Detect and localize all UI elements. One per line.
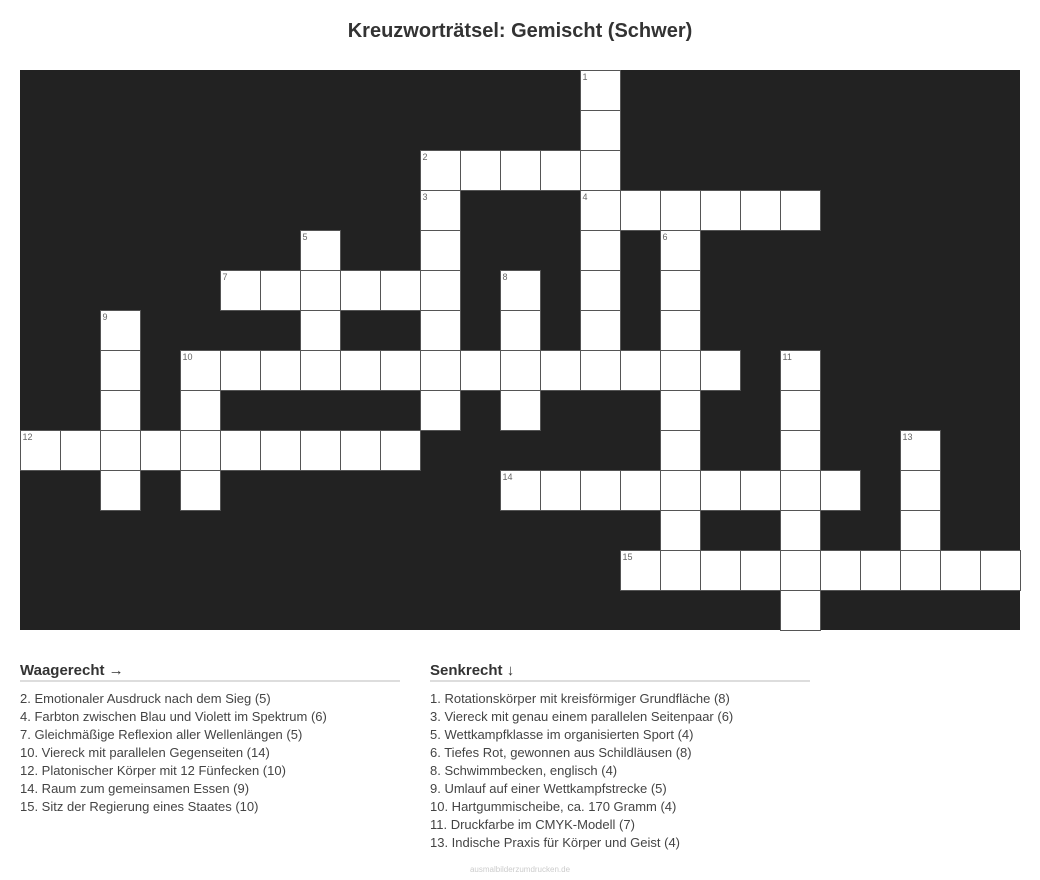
grid-cell[interactable]	[780, 190, 821, 231]
grid-cell[interactable]	[460, 150, 501, 191]
grid-cell[interactable]	[580, 190, 621, 231]
across-heading	[20, 662, 400, 682]
across-clue: 15. Sitz der Regierung eines Staates (10)	[20, 799, 259, 814]
grid-cell[interactable]	[980, 550, 1021, 591]
grid-cell[interactable]	[540, 350, 581, 391]
clue-number: 3	[422, 191, 428, 202]
clue-number: 6	[662, 231, 668, 242]
grid-cell[interactable]	[20, 430, 61, 471]
grid-cell[interactable]	[220, 430, 261, 471]
grid-cell[interactable]	[700, 350, 741, 391]
grid-cell[interactable]	[180, 350, 221, 391]
grid-cell[interactable]	[60, 430, 101, 471]
grid-cell[interactable]	[580, 150, 621, 191]
grid-cell[interactable]	[420, 270, 461, 311]
grid-cell[interactable]	[340, 430, 381, 471]
grid-cell[interactable]	[580, 470, 621, 511]
grid-cell[interactable]	[420, 190, 461, 231]
grid-cell[interactable]	[780, 550, 821, 591]
grid-cell[interactable]	[180, 430, 221, 471]
grid-cell[interactable]	[100, 350, 141, 391]
grid-cell[interactable]	[660, 430, 701, 471]
grid-cell[interactable]	[460, 350, 501, 391]
grid-cell[interactable]	[780, 430, 821, 471]
clue-number: 7	[222, 271, 228, 282]
grid-cell[interactable]	[580, 350, 621, 391]
grid-cell[interactable]	[420, 350, 461, 391]
grid-cell[interactable]	[500, 390, 541, 431]
grid-cell[interactable]	[420, 310, 461, 351]
grid-cell[interactable]	[740, 470, 781, 511]
down-clue: 6. Tiefes Rot, gewonnen aus Schildläusen (8)	[430, 745, 692, 760]
down-clue: 3. Viereck mit genau einem parallelen Seitenpaar (6)	[430, 709, 734, 724]
grid-cell[interactable]	[500, 470, 541, 511]
down-heading	[430, 662, 810, 682]
clue-number: 11	[782, 351, 792, 362]
grid-cell[interactable]	[540, 150, 581, 191]
clue-number: 10	[182, 351, 193, 362]
grid-cell[interactable]	[500, 350, 541, 391]
clue-number: 8	[502, 271, 508, 282]
grid-cell[interactable]	[900, 470, 941, 511]
grid-cell[interactable]	[500, 150, 541, 191]
clue-number: 15	[622, 551, 633, 562]
clue-number: 12	[22, 431, 33, 442]
page-title: Kreuzworträtsel: Gemischt (Schwer)	[347, 20, 693, 42]
down-clue: 1. Rotationskörper mit kreisförmiger Grundfläche (8)	[430, 691, 730, 706]
grid-cell[interactable]	[540, 470, 581, 511]
grid-cell[interactable]	[660, 550, 701, 591]
grid-cell[interactable]	[660, 510, 701, 551]
grid-cell[interactable]	[900, 430, 941, 471]
grid-cell[interactable]	[260, 270, 301, 311]
clue-number: 14	[502, 471, 513, 482]
arrow-right-icon: →	[108, 662, 124, 679]
grid-cell[interactable]	[660, 270, 701, 311]
across-clue: 10. Viereck mit parallelen Gegenseiten (14)	[20, 745, 270, 760]
down-clue-list	[430, 690, 810, 852]
grid-cell[interactable]	[140, 430, 181, 471]
grid-cell[interactable]	[780, 510, 821, 551]
clue-number: 1	[582, 71, 588, 82]
across-clue: 4. Farbton zwischen Blau und Violett im Spektrum (6)	[20, 709, 327, 724]
grid-cell[interactable]	[820, 550, 861, 591]
grid-cell[interactable]	[620, 350, 661, 391]
clue-number: 13	[902, 431, 913, 442]
grid-cell[interactable]	[860, 550, 901, 591]
across-clue: 14. Raum zum gemeinsamen Essen (9)	[20, 781, 250, 796]
grid-cell[interactable]	[300, 270, 341, 311]
grid-cell[interactable]	[820, 470, 861, 511]
grid-cell[interactable]	[500, 310, 541, 351]
grid-cell[interactable]	[100, 470, 141, 511]
grid-cell[interactable]	[660, 350, 701, 391]
across-heading-text: Waagerecht	[20, 662, 105, 679]
grid-cell[interactable]	[100, 430, 141, 471]
grid-cell[interactable]	[700, 190, 741, 231]
down-clue: 11. Druckfarbe im CMYK-Modell (7)	[430, 817, 635, 832]
grid-cell[interactable]	[660, 470, 701, 511]
down-clue: 10. Hartgummischeibe, ca. 170 Gramm (4)	[430, 799, 677, 814]
grid-cell[interactable]	[340, 350, 381, 391]
grid-cell[interactable]	[300, 230, 341, 271]
arrow-down-icon: ↓	[506, 662, 515, 679]
down-heading-text: Senkrecht	[430, 662, 503, 679]
grid-cell[interactable]	[300, 350, 341, 391]
grid-cell[interactable]	[260, 350, 301, 391]
grid-cell[interactable]	[580, 310, 621, 351]
grid-cell[interactable]	[700, 470, 741, 511]
grid-cell[interactable]	[500, 270, 541, 311]
grid-cell[interactable]	[100, 310, 141, 351]
across-clue-list	[20, 690, 400, 816]
grid-cell[interactable]	[420, 230, 461, 271]
grid-cell[interactable]	[300, 430, 341, 471]
grid-cell[interactable]	[260, 430, 301, 471]
down-clue: 9. Umlauf auf einer Wettkampfstrecke (5)	[430, 781, 667, 796]
grid-cell[interactable]	[780, 390, 821, 431]
across-clue: 7. Gleichmäßige Reflexion aller Wellenlängen (5)	[20, 727, 303, 742]
grid-cell[interactable]	[740, 190, 781, 231]
clue-number: 5	[302, 231, 308, 242]
grid-cell[interactable]	[620, 190, 661, 231]
across-clue: 12. Platonischer Körper mit 12 Fünfecken (10)	[20, 763, 286, 778]
across-clues	[20, 662, 400, 816]
grid-cell[interactable]	[660, 230, 701, 271]
clue-number: 4	[582, 191, 588, 202]
grid-cell[interactable]	[420, 390, 461, 431]
grid-cell[interactable]	[620, 550, 661, 591]
grid-cell[interactable]	[900, 550, 941, 591]
grid-cell[interactable]	[380, 350, 421, 391]
grid-cell[interactable]	[180, 390, 221, 431]
grid-cell[interactable]	[580, 270, 621, 311]
grid-cell[interactable]	[580, 230, 621, 271]
grid-cell[interactable]	[380, 270, 421, 311]
grid-cell[interactable]	[220, 270, 261, 311]
grid-cell[interactable]	[580, 110, 621, 151]
down-clue: 8. Schwimmbecken, englisch (4)	[430, 763, 618, 778]
grid-cell[interactable]	[220, 350, 261, 391]
grid-cell[interactable]	[700, 550, 741, 591]
grid-cell[interactable]	[660, 190, 701, 231]
down-clues	[430, 662, 810, 852]
grid-cell[interactable]	[940, 550, 981, 591]
crossword-grid	[20, 70, 1020, 630]
grid-cell[interactable]	[740, 550, 781, 591]
grid-cell[interactable]	[340, 270, 381, 311]
grid-cell[interactable]	[300, 310, 341, 351]
across-clue: 2. Emotionaler Ausdruck nach dem Sieg (5)	[20, 691, 271, 706]
down-clue: 13. Indische Praxis für Körper und Geist (4)	[430, 835, 681, 850]
grid-cell[interactable]	[660, 390, 701, 431]
footer-watermark: ausmalbilderzumdrucken.de	[469, 865, 571, 874]
grid-cell[interactable]	[420, 150, 461, 191]
grid-cell[interactable]	[900, 510, 941, 551]
clue-number: 2	[422, 151, 428, 162]
grid-cell[interactable]	[580, 70, 621, 111]
grid-cell[interactable]	[180, 470, 221, 511]
grid-cell[interactable]	[780, 350, 821, 391]
grid-cell[interactable]	[380, 430, 421, 471]
grid-cell[interactable]	[100, 390, 141, 431]
grid-cell[interactable]	[780, 470, 821, 511]
grid-cell[interactable]	[780, 590, 821, 631]
grid-cell[interactable]	[660, 310, 701, 351]
grid-cell[interactable]	[620, 470, 661, 511]
down-clue: 5. Wettkampfklasse im organisierten Sport (4)	[430, 727, 694, 742]
clue-number: 9	[102, 311, 108, 322]
